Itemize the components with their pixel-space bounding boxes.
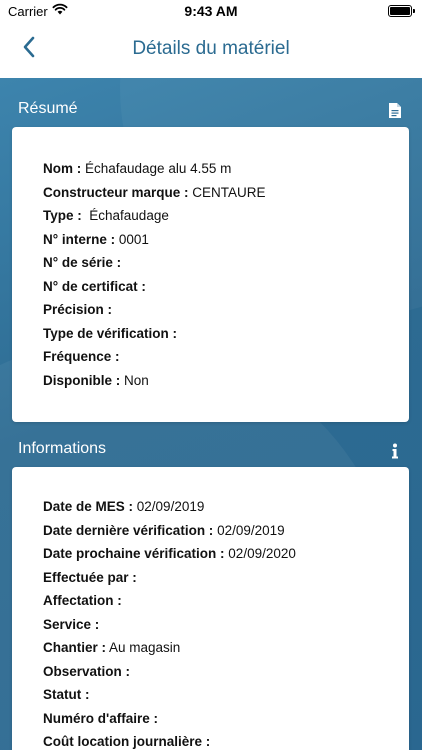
detail-value: 0001 bbox=[115, 231, 149, 247]
detail-value: 02/09/2019 bbox=[213, 522, 285, 538]
detail-row bbox=[43, 707, 409, 731]
detail-label: Constructeur marque : bbox=[43, 184, 189, 200]
informations-title: Informations bbox=[18, 440, 107, 457]
info-icon[interactable] bbox=[388, 442, 404, 460]
detail-row bbox=[43, 636, 409, 660]
detail-value: 02/09/2020 bbox=[224, 546, 296, 561]
detail-row bbox=[43, 322, 409, 346]
page-title: Détails du matériel bbox=[132, 38, 290, 59]
detail-row bbox=[43, 683, 409, 707]
detail-label: Date dernière vérification : bbox=[43, 522, 214, 538]
summary-title: Résumé bbox=[18, 100, 78, 117]
navigation-bar bbox=[0, 0, 422, 78]
detail-row bbox=[43, 589, 409, 613]
detail-row bbox=[43, 157, 409, 181]
detail-row bbox=[43, 495, 409, 519]
detail-row bbox=[43, 181, 409, 205]
detail-label: Affectation : bbox=[43, 593, 122, 608]
detail-value: Au magasin bbox=[106, 640, 181, 655]
detail-label: Service : bbox=[43, 616, 100, 632]
detail-row bbox=[43, 730, 409, 750]
detail-label: Observation : bbox=[43, 663, 131, 679]
detail-row bbox=[43, 566, 409, 590]
detail-label: N° de série : bbox=[43, 255, 122, 270]
detail-row bbox=[43, 275, 409, 299]
detail-value: Non bbox=[120, 372, 149, 388]
detail-label: Statut : bbox=[43, 687, 90, 702]
clock: 9:43 AM bbox=[184, 3, 238, 19]
detail-row bbox=[43, 228, 409, 252]
detail-label: Coût location journalière : bbox=[43, 734, 211, 749]
detail-label: Date prochaine vérification : bbox=[43, 546, 225, 561]
summary-card bbox=[12, 127, 409, 422]
detail-row bbox=[43, 542, 409, 566]
battery-icon bbox=[388, 5, 412, 17]
detail-label: N° de certificat : bbox=[43, 278, 146, 294]
detail-row bbox=[43, 204, 409, 228]
detail-label: Fréquence : bbox=[43, 349, 120, 364]
detail-value: Échafaudage alu 4.55 m bbox=[81, 161, 232, 176]
detail-label: Chantier : bbox=[43, 640, 107, 655]
detail-row bbox=[43, 251, 409, 275]
detail-row bbox=[43, 660, 409, 684]
carrier-label: Carrier bbox=[8, 4, 48, 19]
detail-value: CENTAURE bbox=[188, 184, 266, 200]
informations-section-header bbox=[0, 432, 422, 468]
detail-row bbox=[43, 345, 409, 369]
document-icon[interactable] bbox=[388, 102, 404, 120]
summary-section-header bbox=[0, 92, 422, 128]
detail-label: Précision : bbox=[43, 302, 113, 317]
detail-row bbox=[43, 298, 409, 322]
detail-label: Type de vérification : bbox=[43, 325, 178, 341]
detail-label: Date de MES : bbox=[43, 499, 134, 514]
detail-row bbox=[43, 613, 409, 637]
detail-label: Nom : bbox=[43, 161, 82, 176]
detail-row bbox=[43, 369, 409, 393]
detail-label: N° interne : bbox=[43, 231, 116, 247]
detail-label: Effectuée par : bbox=[43, 569, 137, 585]
detail-value: Échafaudage bbox=[81, 208, 169, 223]
informations-card bbox=[12, 467, 409, 750]
detail-row bbox=[43, 519, 409, 543]
detail-label: Type : bbox=[43, 208, 82, 223]
detail-label: Disponible : bbox=[43, 372, 121, 388]
detail-value: 02/09/2019 bbox=[133, 499, 205, 514]
status-bar bbox=[0, 0, 422, 24]
detail-label: Numéro d'affaire : bbox=[43, 710, 158, 726]
